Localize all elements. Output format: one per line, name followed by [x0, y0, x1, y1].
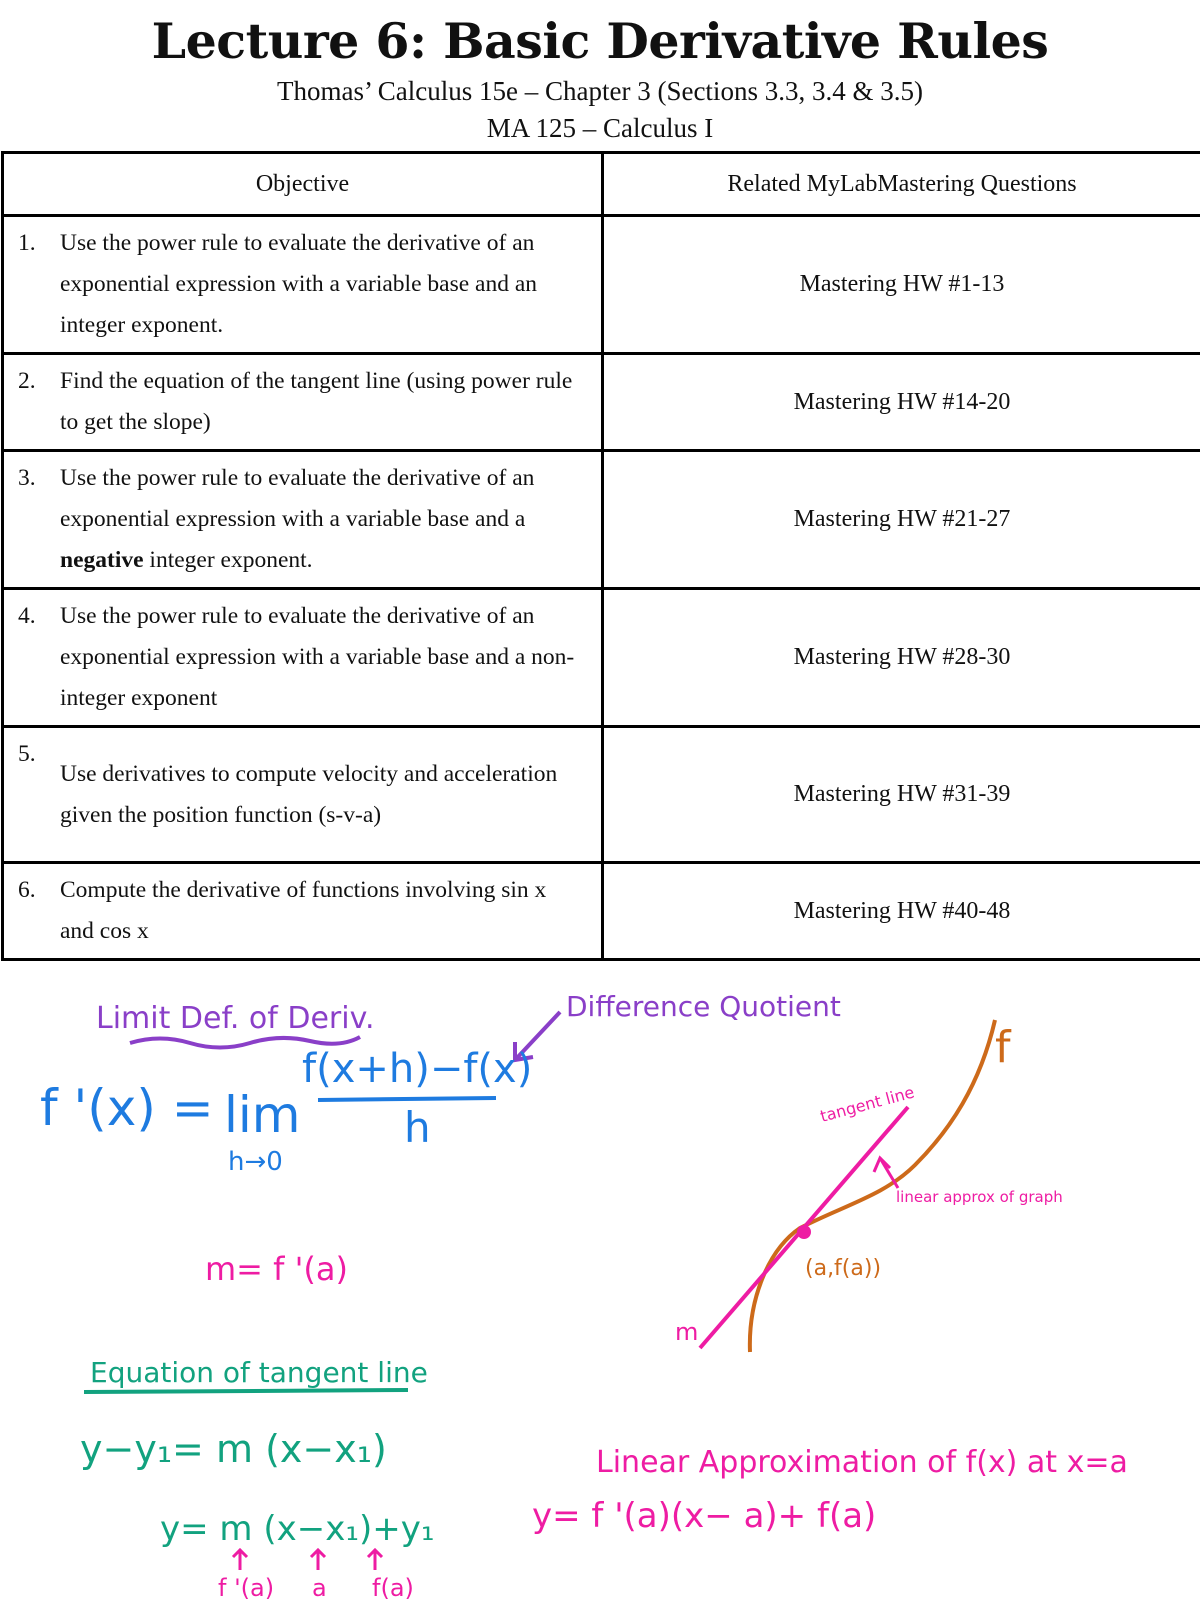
sub-a: a [312, 1574, 327, 1601]
arrow-up-icon [368, 1550, 382, 1570]
objective-number: 5. [18, 741, 36, 767]
objective-number: 4. [18, 603, 36, 629]
point-label: (a,f(a)) [805, 1256, 882, 1281]
lim-subscript: h→0 [228, 1147, 283, 1177]
slope-m-label: m [675, 1318, 699, 1346]
subtitle: Thomas’ Calculus 15e – Chapter 3 (Sections 3.3, 3.4 & 3.5) [277, 76, 923, 106]
objective-text: Use derivatives to compute velocity and acceleration given the position function (s-v-a) [60, 760, 558, 828]
derivative-lhs: f '(x) = [40, 1079, 214, 1137]
arrow-up-icon [233, 1550, 247, 1570]
function-curve [750, 1020, 995, 1352]
objective-text-end: integer exponent. [143, 547, 313, 573]
objective-text: Find the equation of the tangent line (using power rule to get the slope) [60, 368, 573, 435]
objective-number: 6. [18, 877, 36, 903]
tangent-line-label: tangent line [818, 1082, 917, 1126]
quotient-numerator: f(x+h)−f(x) [302, 1046, 533, 1092]
arrow-up-icon [311, 1550, 325, 1570]
tangency-point [797, 1225, 811, 1239]
sub-f-a: f(a) [372, 1574, 414, 1601]
slope-note: m= f '(a) [205, 1250, 348, 1288]
questions-cell: Mastering HW #28-30 [603, 589, 1200, 727]
quotient-denominator: h [404, 1103, 431, 1152]
slope-intercept-form: y= m (x−x₁)+y₁ [160, 1509, 435, 1549]
questions-cell: Mastering HW #31-39 [603, 727, 1200, 863]
objective-text: Use the power rule to evaluate the derivative of an exponential expression with a variable base and a [60, 465, 535, 532]
limit-def-label: Limit Def. of Deriv. [96, 1001, 375, 1036]
tangent-heading-underline [84, 1390, 408, 1392]
header-objective: Objective [3, 153, 603, 216]
linear-approx-heading: Linear Approximation of f(x) at x=a [596, 1445, 1128, 1480]
objective-text: Use the power rule to evaluate the derivative of an exponential expression with a variable base and an integer exponent. [60, 230, 538, 338]
point-slope-form: y−y₁= m (x−x₁) [80, 1427, 387, 1471]
linear-approx-note: linear approx of graph [896, 1188, 1063, 1206]
header-questions: Related MyLabMastering Questions [603, 153, 1200, 216]
questions-cell: Mastering HW #14-20 [603, 354, 1200, 451]
linear-approx-formula: y= f '(a)(x− a)+ f(a) [532, 1496, 877, 1536]
lim-symbol: lim [224, 1086, 301, 1144]
questions-cell: Mastering HW #40-48 [603, 863, 1200, 960]
fraction-bar [318, 1098, 496, 1100]
objective-number: 1. [18, 230, 36, 256]
objective-bold: negative [60, 547, 144, 573]
difference-quotient-label: Difference Quotient [566, 990, 841, 1023]
objective-text: Compute the derivative of functions involving sin x and cos x [60, 877, 547, 944]
questions-cell: Mastering HW #21-27 [603, 451, 1200, 589]
tangent-equation-heading: Equation of tangent line [90, 1356, 428, 1389]
objective-number: 2. [18, 368, 36, 394]
objective-text: Use the power rule to evaluate the derivative of an exponential expression with a variable base and a non-integer exponent [60, 603, 575, 711]
questions-cell: Mastering HW #1-13 [603, 216, 1200, 354]
objective-number: 3. [18, 465, 36, 491]
course-name: MA 125 – Calculus I [486, 113, 714, 143]
function-label: f [995, 1022, 1011, 1073]
sub-f-prime-a: f '(a) [218, 1574, 275, 1601]
page-title: Lecture 6: Basic Derivative Rules [151, 12, 1049, 70]
